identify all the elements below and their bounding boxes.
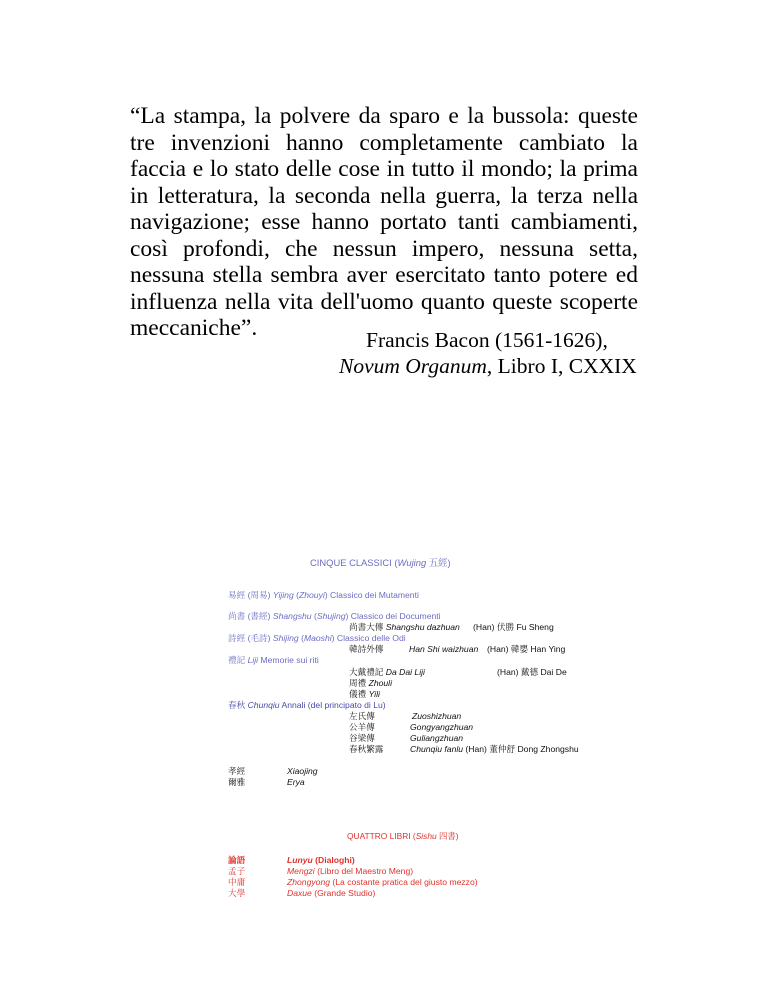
sub-zuoshizhuan-cn: 左氏傳	[349, 711, 375, 721]
sub-da-dai-liji: 大戴禮記 Da Dai Liji	[349, 667, 425, 677]
book-lunyu: Lunyu (Dialoghi)	[287, 855, 355, 865]
entry-xiaojing: Xiaojing	[287, 766, 318, 776]
book-zhongyong: Zhongyong (La costante pratica del giusto mezzo)	[287, 877, 478, 887]
book-mengzi-cn: 孟子	[228, 866, 246, 876]
entry-shijing: 詩經 (毛詩) Shijing (Maoshi) Classico delle Odi	[228, 633, 406, 643]
sub-han-shi-waizhuan-cn: 韓詩外傳	[349, 644, 384, 654]
sub-gongyangzhuan-cn: 公羊傳	[349, 722, 375, 732]
quote-line: così profondi, che nessun impero, nessuna setta,	[130, 235, 638, 262]
entry-erya-cn: 爾雅	[228, 777, 246, 787]
sub-zhouli: 周禮 Zhouli	[349, 678, 392, 688]
book-zhongyong-cn: 中庸	[228, 877, 246, 887]
sub-guliangzhuan: Guliangzhuan	[410, 733, 464, 743]
book-mengzi: Mengzi (Libro del Maestro Meng)	[287, 866, 414, 876]
sub-guliangzhuan-cn: 谷梁傳	[349, 733, 375, 743]
sub-shangshu-dazhuan: 尚書大傳 Shangshu dazhuan	[349, 622, 460, 632]
work-reference: , Libro I, CXXIX	[486, 354, 637, 378]
book-daxue: Daxue (Grande Studio)	[287, 888, 376, 898]
four-books-heading: QUATTRO LIBRI (Sishu 四書)	[347, 831, 459, 841]
entry-liji: 禮記 Liji Memorie sui riti	[228, 655, 319, 665]
classics-heading: CINQUE CLASSICI (Wujing 五經)	[310, 557, 451, 568]
sub-chunqiu-fanlu-cn: 春秋繁露	[349, 744, 384, 754]
entry-shangshu: 尚書 (書經) Shangshu (Shujing) Classico dei Documenti	[228, 611, 441, 621]
quote-line: in letteratura, la seconda nella guerra, la terza nella	[130, 182, 638, 209]
book-daxue-cn: 大學	[228, 888, 246, 898]
sub-han-shi-waizhuan: Han Shi waizhuan	[409, 644, 479, 654]
quote-line: “La stampa, la polvere da sparo e la bussola: queste	[130, 103, 638, 129]
quote-line: meccaniche”.	[130, 315, 258, 341]
entry-erya: Erya	[287, 777, 305, 787]
work-title: Novum Organum	[339, 354, 487, 378]
quote-author: Francis Bacon (1561-1626),	[366, 328, 608, 352]
entry-chunqiu: 春秋 Chunqiu Annali (del principato di Lu)	[228, 700, 386, 710]
note-han-ying: (Han) 韓嬰 Han Ying	[487, 644, 566, 654]
quote-line: influenza nella vita dell'uomo quanto queste scoperte	[130, 288, 638, 315]
quote-block	[130, 103, 638, 342]
quote-line: navigazione; esse hanno portato tanti cambiamenti,	[130, 209, 638, 235]
entry-xiaojing-cn: 孝經	[228, 766, 246, 776]
book-lunyu-cn: 論語	[228, 855, 246, 865]
quote-source	[339, 354, 637, 379]
quote-line: tre invenzioni hanno completamente cambiato la	[130, 129, 638, 156]
sub-zuoshizhuan: Zuoshizhuan	[412, 711, 462, 721]
sub-yili: 儀禮 Yili	[349, 689, 380, 699]
note-fu-sheng: (Han) 伏勝 Fu Sheng	[473, 622, 554, 632]
note-dai-de: (Han) 戴德 Dai De	[497, 667, 567, 677]
sub-chunqiu-fanlu: Chunqiu fanlu (Han) 董仲舒 Dong Zhongshu	[410, 744, 579, 754]
quote-line: faccia e lo stato delle cose in tutto il mondo; la prima	[130, 156, 638, 182]
entry-yijing: 易經 (周易) Yijing (Zhouyi) Classico dei Mutamenti	[228, 590, 419, 600]
quote-line: nessuna stella sembra aver esercitato tanto potere ed	[130, 262, 638, 288]
sub-gongyangzhuan: Gongyangzhuan	[410, 722, 474, 732]
